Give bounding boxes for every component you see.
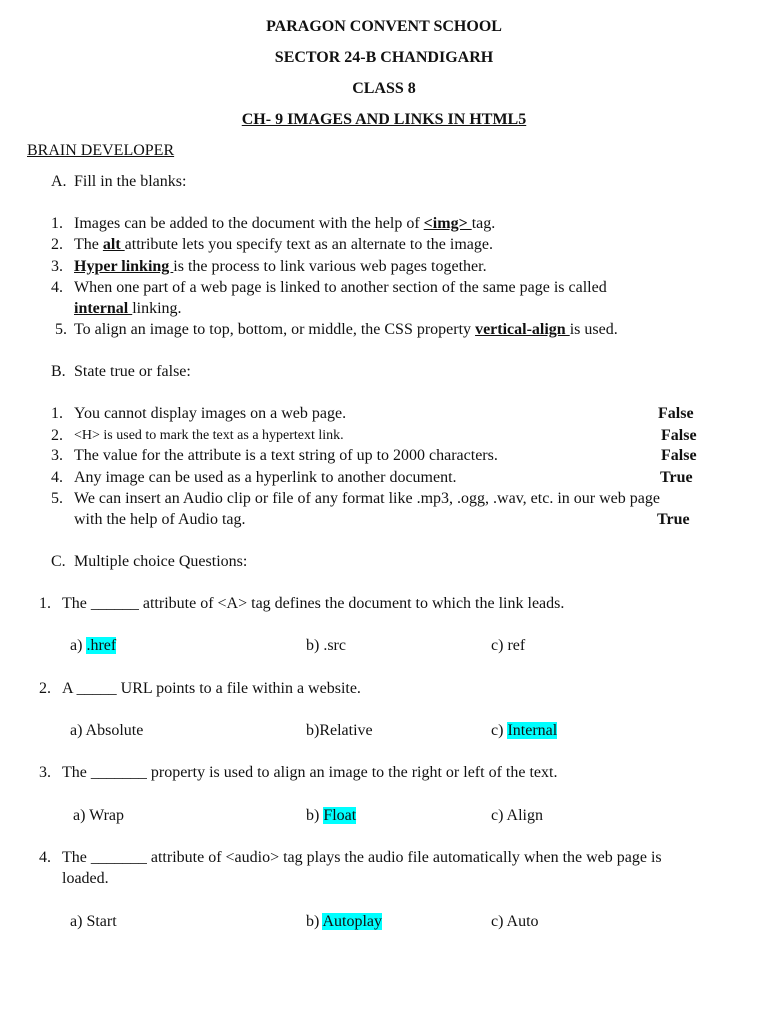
a-item-answer: Hyper linking	[74, 258, 174, 275]
b-item-answer: False	[661, 447, 697, 464]
correct-answer-highlight: Float	[323, 807, 357, 824]
b-item-answer: False	[658, 405, 694, 422]
c-question-num: 1.	[39, 595, 51, 612]
school-name: PARAGON CONVENT SCHOOL	[266, 18, 502, 35]
b-item-text: The value for the attribute is a text string of up to 2000 characters.	[74, 447, 498, 464]
b-item-text: You cannot display images on a web page.	[74, 405, 347, 422]
a-item-answer: alt	[102, 236, 125, 253]
b-item-num: 5.	[51, 490, 63, 507]
c-question-text-cont: loaded.	[62, 870, 109, 887]
b-item-text: Any image can be used as a hyperlink to another document.	[74, 469, 457, 486]
a-item-num: 2.	[51, 236, 63, 253]
c-option-a: a) Start	[70, 913, 117, 930]
b-item-answer: True	[657, 511, 690, 528]
c-option-b: b) Autoplay	[306, 913, 382, 930]
c-question-text: The ______ attribute of <A> tag defines the document to which the link leads.	[62, 595, 565, 612]
a-item-2: The alt attribute lets you specify text as an alternate to the image.	[74, 236, 493, 253]
c-question-num: 4.	[39, 849, 51, 866]
a-item-answer: internal	[74, 300, 133, 317]
b-item-answer: False	[661, 427, 697, 444]
b-item-num: 4.	[51, 469, 63, 486]
chapter-title: CH- 9 IMAGES AND LINKS IN HTML5	[241, 111, 527, 128]
c-question-num: 2.	[39, 680, 51, 697]
a-item-4: When one part of a web page is linked to another section of the same page is called	[74, 279, 607, 296]
class-name: CLASS 8	[352, 80, 416, 97]
a-item-5: To align an image to top, bottom, or middle, the CSS property vertical-align is used.	[74, 321, 618, 338]
c-option-a: a) .href	[70, 637, 117, 654]
section-c-title: Multiple choice Questions:	[74, 553, 248, 570]
correct-answer-highlight: Autoplay	[322, 913, 382, 930]
a-item-num: 1.	[51, 215, 63, 232]
c-option-c: c) Internal	[491, 722, 558, 739]
c-question-text: The _______ attribute of <audio> tag plays the audio file automatically when the web page is	[62, 849, 662, 866]
a-item-3: Hyper linking is the process to link various web pages together.	[74, 258, 487, 275]
c-option-c: c) ref	[491, 637, 526, 654]
b-item-num: 1.	[51, 405, 63, 422]
a-item-num: 4.	[51, 279, 63, 296]
c-option-c: c) Align	[491, 807, 543, 824]
c-option-b: b) Float	[306, 807, 357, 824]
b-item-text: <H> is used to mark the text as a hypertext link.	[74, 428, 344, 443]
b-item-num: 2.	[51, 427, 63, 444]
b-item-num: 3.	[51, 447, 63, 464]
section-b-title: State true or false:	[74, 363, 191, 380]
c-option-b: b) .src	[306, 637, 346, 654]
c-question-num: 3.	[39, 764, 51, 781]
correct-answer-highlight: Internal	[507, 722, 558, 739]
section-a-title: Fill in the blanks:	[74, 173, 187, 190]
school-sector: SECTOR 24-B CHANDIGARH	[274, 49, 494, 66]
a-item-1: Images can be added to the document with the help of <img> tag.	[74, 215, 496, 232]
c-question-text: The _______ property is used to align an image to the right or left of the text.	[62, 764, 558, 781]
a-item-answer: vertical-align	[475, 321, 570, 338]
b-item-answer: True	[660, 469, 693, 486]
b-item-text: We can insert an Audio clip or file of any format like .mp3, .ogg, .wav, etc. in our web page	[74, 490, 660, 507]
section-c-label: C.	[51, 553, 66, 570]
section-a-label: A.	[51, 173, 67, 190]
a-item-4-cont: internal linking.	[74, 300, 182, 317]
correct-answer-highlight: .href	[86, 637, 117, 654]
b-item-text-cont: with the help of Audio tag.	[74, 511, 246, 528]
a-item-num: 3.	[51, 258, 63, 275]
c-option-a: a) Absolute	[70, 722, 144, 739]
section-b-label: B.	[51, 363, 66, 380]
section-title: BRAIN DEVELOPER	[27, 142, 175, 159]
c-option-a: a) Wrap	[73, 807, 125, 824]
c-option-b: b)Relative	[306, 722, 373, 739]
c-question-text: A _____ URL points to a file within a website.	[62, 680, 361, 697]
a-item-answer: <img>	[423, 215, 472, 232]
a-item-num: 5.	[55, 321, 67, 338]
c-option-c: c) Auto	[491, 913, 539, 930]
